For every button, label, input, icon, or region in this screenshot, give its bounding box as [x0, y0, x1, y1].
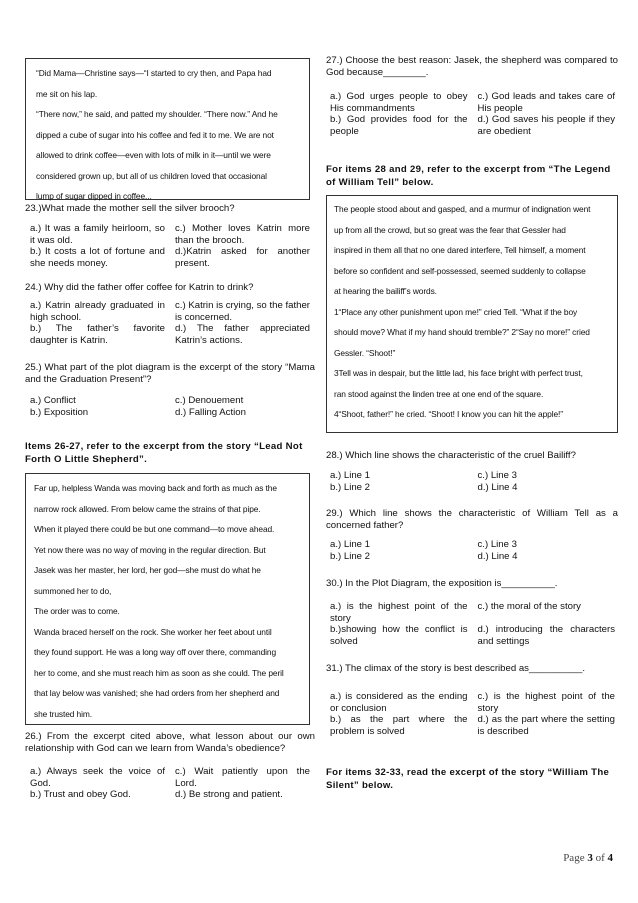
- option: b.) Line 2: [330, 481, 371, 493]
- section-header-32-33: For items 32-33, read the excerpt of the story “William The Silent” below.: [326, 767, 610, 791]
- option: b.) Line 2: [330, 550, 371, 562]
- excerpt-line: inspired in them all that no one dared interfere, Tell himself, a moment: [334, 245, 586, 255]
- excerpt-line: “Did Mama—Christine says—“I started to cry then, and Papa had: [36, 68, 272, 78]
- excerpt-line: should move? What if my hand should tremble?” 2“Say no more!” cried: [334, 327, 590, 337]
- option: d.) Be strong and patient.: [175, 789, 283, 800]
- excerpt-line: at hearing the bailiff’s words.: [334, 286, 437, 296]
- question-24-options: [30, 300, 310, 346]
- option: c.) God leads and takes care of His people: [477, 91, 615, 114]
- excerpt-line: she trusted him.: [34, 708, 92, 719]
- question-31-options: [330, 691, 615, 737]
- excerpt-line: “There now,” he said, and patted my shoulder. “There now.” And he: [36, 109, 278, 119]
- option: c.) the moral of the story: [477, 601, 581, 612]
- option: b.) as the part where the problem is solved: [330, 714, 468, 737]
- question-30: 30.) In the Plot Diagram, the exposition is__________.: [326, 578, 558, 589]
- option: b.) It costs a lot of fortune and she needs money.: [30, 246, 165, 269]
- question-28: 28.) Which line shows the characteristic of the cruel Bailiff?: [326, 450, 576, 461]
- excerpt-line: 4“Shoot, father!” he cried. “Shoot! I know you can hit the apple!”: [334, 409, 563, 419]
- page-number: [563, 852, 613, 864]
- excerpt-line: ran stood against the linden tree at one end of the square.: [334, 388, 544, 399]
- option: a.) It was a family heirloom, so it was old.: [30, 223, 165, 246]
- excerpt-line: that lay below was vanished; she had orders from her shepherd and: [34, 688, 280, 698]
- excerpt-box-mama: [25, 58, 310, 200]
- section-header-26-27: Items 26-27, refer to the excerpt from the story “Lead Not Forth O Little Shepherd”.: [25, 441, 303, 465]
- excerpt-line: 3Tell was in despair, but the little lad, his face bright with perfect trust,: [334, 368, 583, 378]
- option: a.) is the highest point of the story: [330, 601, 468, 624]
- excerpt-line: Wanda braced herself on the rock. She worker her feet about until: [34, 626, 272, 637]
- excerpt-line: narrow rock allowed. From below came the strains of that pipe.: [34, 503, 261, 514]
- excerpt-line: allowed to drink coffee—even with lots of milk in it—until we were: [36, 150, 271, 160]
- option: c.) Denouement: [175, 395, 244, 406]
- option: d.) as the part where the setting is described: [477, 714, 615, 737]
- excerpt-line: Jasek was her master, her lord, her god—she must do what he: [34, 565, 261, 575]
- option: a.) Always seek the voice of God.: [30, 766, 165, 789]
- excerpt-line: lump of sugar dipped in coffee...: [36, 191, 152, 201]
- excerpt-line: Far up, helpless Wanda was moving back and forth as much as the: [34, 483, 277, 493]
- question-29: 29.) Which line shows the characteristic of William Tell as a concerned father?: [326, 508, 618, 531]
- excerpt-line: Yet now there was no way of moving in the regular direction. But: [34, 544, 266, 555]
- question-23: 23.)What made the mother sell the silver brooch?: [25, 203, 235, 214]
- question-25: 25.) What part of the plot diagram is the excerpt of the story “Mama and the Graduation Present”?: [25, 362, 315, 385]
- excerpt-line: dipped a cube of sugar into his coffee and fed it to me. We are not: [36, 129, 274, 140]
- page-prefix: Page: [563, 852, 588, 864]
- question-24: 24.) Why did the father offer coffee for Katrin to drink?: [25, 282, 254, 293]
- option: b.) The father’s favorite daughter is Katrin.: [30, 323, 165, 346]
- option: a.) is considered as the ending or conclusion: [330, 691, 468, 714]
- question-30-options: [330, 601, 615, 647]
- option: c.) is the highest point of the story: [477, 691, 615, 714]
- option: c.) Mother loves Katrin more than the brooch.: [175, 223, 310, 246]
- option: c.) Line 3: [477, 470, 517, 481]
- excerpt-box-wanda: [25, 473, 310, 725]
- option: a.) Line 1: [330, 539, 371, 550]
- excerpt-line: me sit on his lap.: [36, 88, 98, 99]
- question-26-options: [30, 766, 310, 801]
- option: d.) introducing the characters and settings: [477, 624, 615, 647]
- option: b.) God provides food for the people: [330, 114, 468, 137]
- option: b.) Exposition: [30, 406, 89, 418]
- page-of: of: [592, 852, 608, 864]
- option: d.)Katrin asked for another present.: [175, 246, 310, 269]
- question-25-options: [30, 395, 310, 418]
- question-28-options: [330, 470, 615, 493]
- option: d.) Line 4: [477, 550, 518, 562]
- question-31: 31.) The climax of the story is best described as__________.: [326, 663, 586, 674]
- question-29-options: [330, 539, 615, 562]
- excerpt-line: considered grown up, but all of us children loved that occasional: [36, 170, 267, 181]
- excerpt-line: The order was to come.: [34, 606, 120, 616]
- option: d.) Line 4: [477, 481, 518, 493]
- question-26: 26.) From the excerpt cited above, what lesson about our own relationship with God can we learn from Wanda’s obedience?: [25, 731, 315, 754]
- current-page: 3: [587, 852, 593, 864]
- option: a.) Katrin already graduated in high school.: [30, 300, 165, 323]
- option: a.) Conflict: [30, 395, 76, 406]
- section-header-28-29: For items 28 and 29, refer to the excerpt from “The Legend of William Tell” below.: [326, 164, 611, 188]
- option: b.)showing how the conflict is solved: [330, 624, 468, 647]
- excerpt-line: Gessler. “Shoot!”: [334, 347, 396, 358]
- excerpt-line: When it played there could be but one command—to move ahead.: [34, 524, 275, 534]
- option: d.) God saves his people if they are obedient: [477, 114, 615, 137]
- question-23-options: [30, 223, 310, 269]
- option: c.) Line 3: [477, 539, 517, 550]
- total-pages: 4: [607, 852, 613, 864]
- option: d.) The father appreciated Katrin’s actions.: [175, 323, 310, 346]
- excerpt-line: up from all the crowd, but so great was the fear that Gessler had: [334, 224, 566, 235]
- option: c.) Katrin is crying, so the father is concerned.: [175, 300, 310, 323]
- excerpt-line: they found support. He was a long way off over there, commanding: [34, 647, 277, 657]
- option: b.) Trust and obey God.: [30, 789, 131, 800]
- option: a.) God urges people to obey His commandments: [330, 91, 468, 114]
- excerpt-line: her to come, and she must reach him as soon as she could. The peril: [34, 667, 284, 678]
- excerpt-line: The people stood about and gasped, and a murmur of indignation went: [334, 204, 591, 214]
- excerpt-line: 1“Place any other punishment upon me!” cried Tell. “What if the boy: [334, 306, 578, 317]
- question-27: 27.) Choose the best reason: Jasek, the shepherd was compared to God because________.: [326, 55, 618, 78]
- option: d.) Falling Action: [175, 406, 246, 418]
- excerpt-line: summoned her to do,: [34, 585, 112, 596]
- excerpt-line: before so confident and self-possessed, seemed suddenly to collapse: [334, 265, 586, 276]
- option: c.) Wait patiently upon the Lord.: [175, 766, 310, 789]
- excerpt-box-william-tell: [326, 195, 618, 433]
- option: a.) Line 1: [330, 470, 371, 481]
- question-27-options: [330, 91, 615, 137]
